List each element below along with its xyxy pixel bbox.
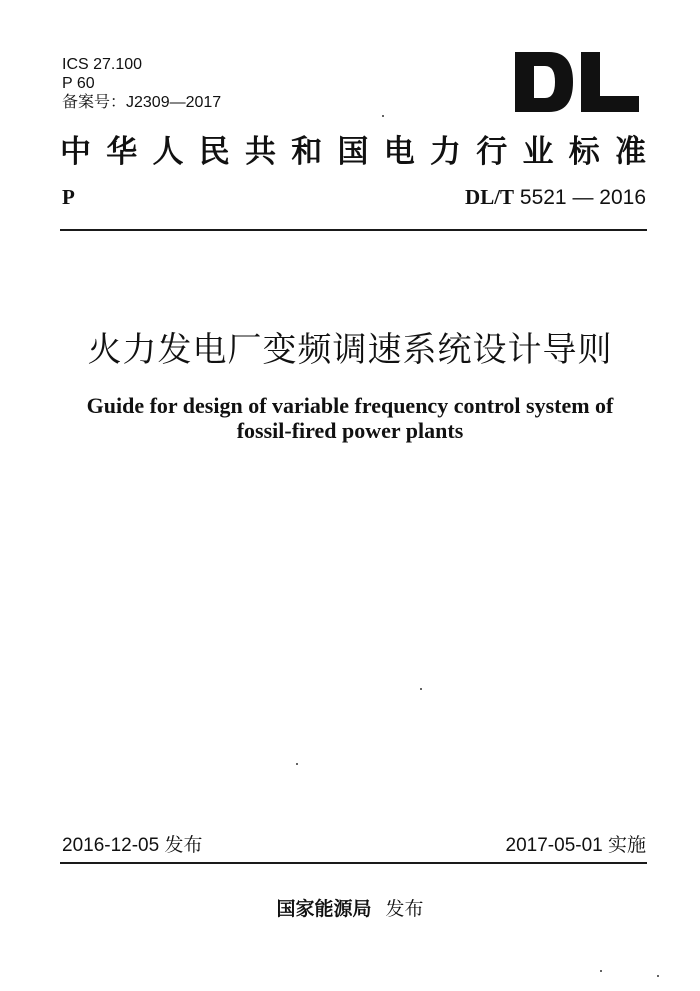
- standard-title-char: 力: [430, 134, 461, 170]
- standard-title-char: 业: [522, 134, 554, 170]
- dl-logo-letter-l: [581, 52, 639, 112]
- standard-number: [465, 184, 646, 211]
- bottom-divider: [60, 862, 647, 864]
- dl-logo: [515, 52, 640, 112]
- publisher-action: 发布: [385, 898, 424, 920]
- scan-speck: [382, 115, 384, 117]
- scan-speck: [420, 688, 422, 690]
- standard-title-char: 标: [568, 134, 600, 170]
- standard-type-title: [60, 132, 646, 172]
- classification-code: P 60: [62, 75, 95, 92]
- standard-number-prefix: DL/T: [465, 185, 515, 209]
- standard-title-char: 华: [106, 134, 138, 170]
- document-title-en-line2: fossil-fired power plants: [236, 418, 464, 443]
- standard-title-char: 国: [337, 134, 369, 170]
- dl-logo-letter-d: [515, 52, 573, 112]
- standard-title-char: 和: [291, 134, 323, 170]
- standard-title-char: 人: [152, 134, 184, 170]
- category-letter: P: [62, 185, 75, 209]
- standard-title-char: 中: [60, 134, 91, 170]
- scan-speck: [296, 763, 298, 765]
- standard-title-char: 民: [198, 134, 230, 170]
- ics-code: ICS 27.100: [62, 56, 143, 73]
- top-divider: [60, 229, 647, 231]
- publisher-line: [0, 897, 700, 921]
- document-title-en: [0, 393, 700, 443]
- standard-title-char: 共: [245, 134, 276, 170]
- standard-number-value: 5521 — 2016: [514, 186, 646, 209]
- filing-number: 备案号：J2309—2017: [62, 94, 222, 111]
- scan-speck: [657, 975, 659, 977]
- standard-title-char: 电: [383, 134, 415, 170]
- standard-title-char: 准: [615, 134, 646, 170]
- document-title-zh: 火力发电厂变频调速系统设计导则: [87, 330, 613, 370]
- standard-title-char: 行: [476, 134, 508, 170]
- issue-date: 2016-12-05 发布: [62, 835, 203, 856]
- effective-date: 2017-05-01 实施: [505, 835, 646, 856]
- publisher-org: 国家能源局: [276, 898, 372, 920]
- document-title-en-line1: Guide for design of variable frequency control system of: [86, 393, 614, 418]
- scan-speck: [600, 970, 602, 972]
